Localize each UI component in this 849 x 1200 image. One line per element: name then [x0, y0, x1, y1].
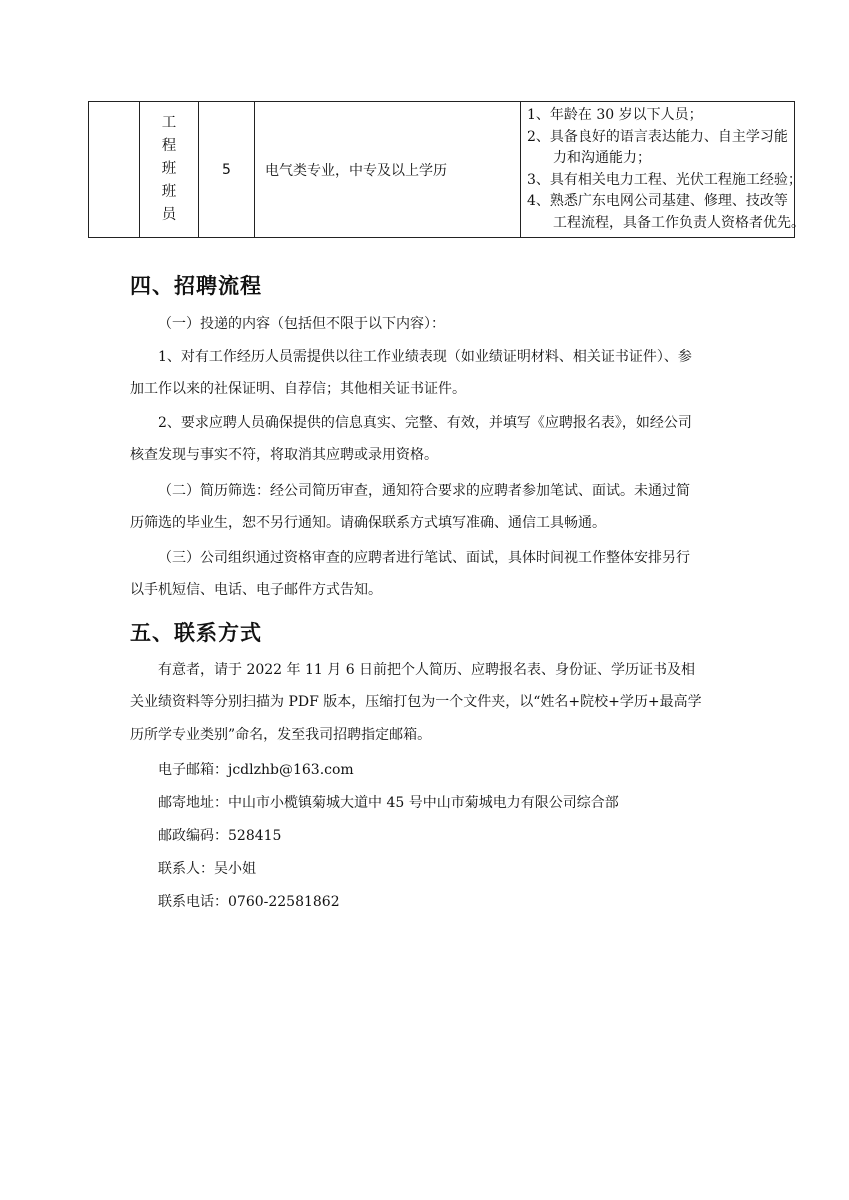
table-row — [89, 102, 795, 238]
requirement-line: 3、具有相关电力工程、光伏工程施工经验； — [527, 171, 802, 188]
contact-address: 邮寄地址：中山市小榄镇菊城大道中 45 号中山市菊城电力有限公司综合部 — [158, 795, 619, 811]
requirements-cell — [521, 102, 805, 238]
paragraph: 核查发现与事实不符，将取消其应聘或录用资格。 — [130, 447, 438, 463]
contact-email: 电子邮箱：jcdlzhb@163.com — [158, 762, 354, 778]
paragraph: 历筛选的毕业生，恕不另行通知。请确保联系方式填写准确、通信工具畅通。 — [130, 515, 606, 531]
position-title-char: 班 — [161, 161, 177, 177]
paragraph: （一）投递的内容（包括但不限于以下内容）： — [158, 316, 445, 332]
position-title-char: 程 — [161, 138, 177, 154]
headcount-cell: 5 — [199, 102, 255, 238]
contact-person: 联系人：吴小姐 — [158, 861, 256, 877]
requirement-line: 4、熟悉广东电网公司基建、修理、技改等 — [527, 193, 788, 209]
section-heading-recruitment-process: 四、招聘流程 — [130, 274, 262, 298]
empty-cell — [89, 102, 140, 238]
requirement-line: 力和沟通能力； — [553, 150, 651, 166]
paragraph: （二）简历筛选：经公司简历审查，通知符合要求的应聘者参加笔试、面试。未通过简 — [158, 483, 690, 499]
paragraph: 以手机短信、电话、电子邮件方式告知。 — [130, 582, 382, 598]
section-heading-contact: 五、联系方式 — [130, 621, 262, 645]
contact-postcode: 邮政编码：528415 — [158, 828, 282, 844]
requirement-line: 2、具备良好的语言表达能力、自主学习能 — [527, 128, 788, 145]
paragraph: 历所学专业类别”命名，发至我司招聘指定邮箱。 — [130, 727, 432, 743]
contact-phone: 联系电话：0760-22581862 — [158, 894, 340, 910]
requirement-line: 1、年龄在 30 岁以下人员； — [527, 107, 703, 123]
position-title-cell — [140, 102, 199, 238]
position-title-char: 员 — [161, 207, 177, 223]
requirement-line: 工程流程，具备工作负责人资格者优先。 — [553, 214, 805, 231]
position-title-char: 班 — [161, 184, 177, 200]
paragraph: 2、要求应聘人员确保提供的信息真实、完整、有效，并填写《应聘报名表》，如经公司 — [158, 415, 692, 431]
paragraph: （三）公司组织通过资格审查的应聘者进行笔试、面试，具体时间视工作整体安排另行 — [158, 550, 690, 566]
job-table — [88, 101, 805, 238]
paragraph: 有意者，请于 2022 年 11 月 6 日前把个人简历、应聘报名表、身份证、学历证书及相 — [158, 662, 696, 678]
paragraph: 关业绩资料等分别扫描为 PDF 版本，压缩打包为一个文件夹，以“姓名+院校+学历+最高学 — [130, 694, 702, 710]
major-cell: 电气类专业，中专及以上学历 — [255, 102, 521, 238]
paragraph: 1、对有工作经历人员需提供以往工作业绩表现（如业绩证明材料、相关证书证件）、参 — [158, 349, 692, 365]
position-title-char: 工 — [161, 115, 177, 131]
paragraph: 加工作以来的社保证明、自荐信；其他相关证书证件。 — [130, 381, 466, 397]
